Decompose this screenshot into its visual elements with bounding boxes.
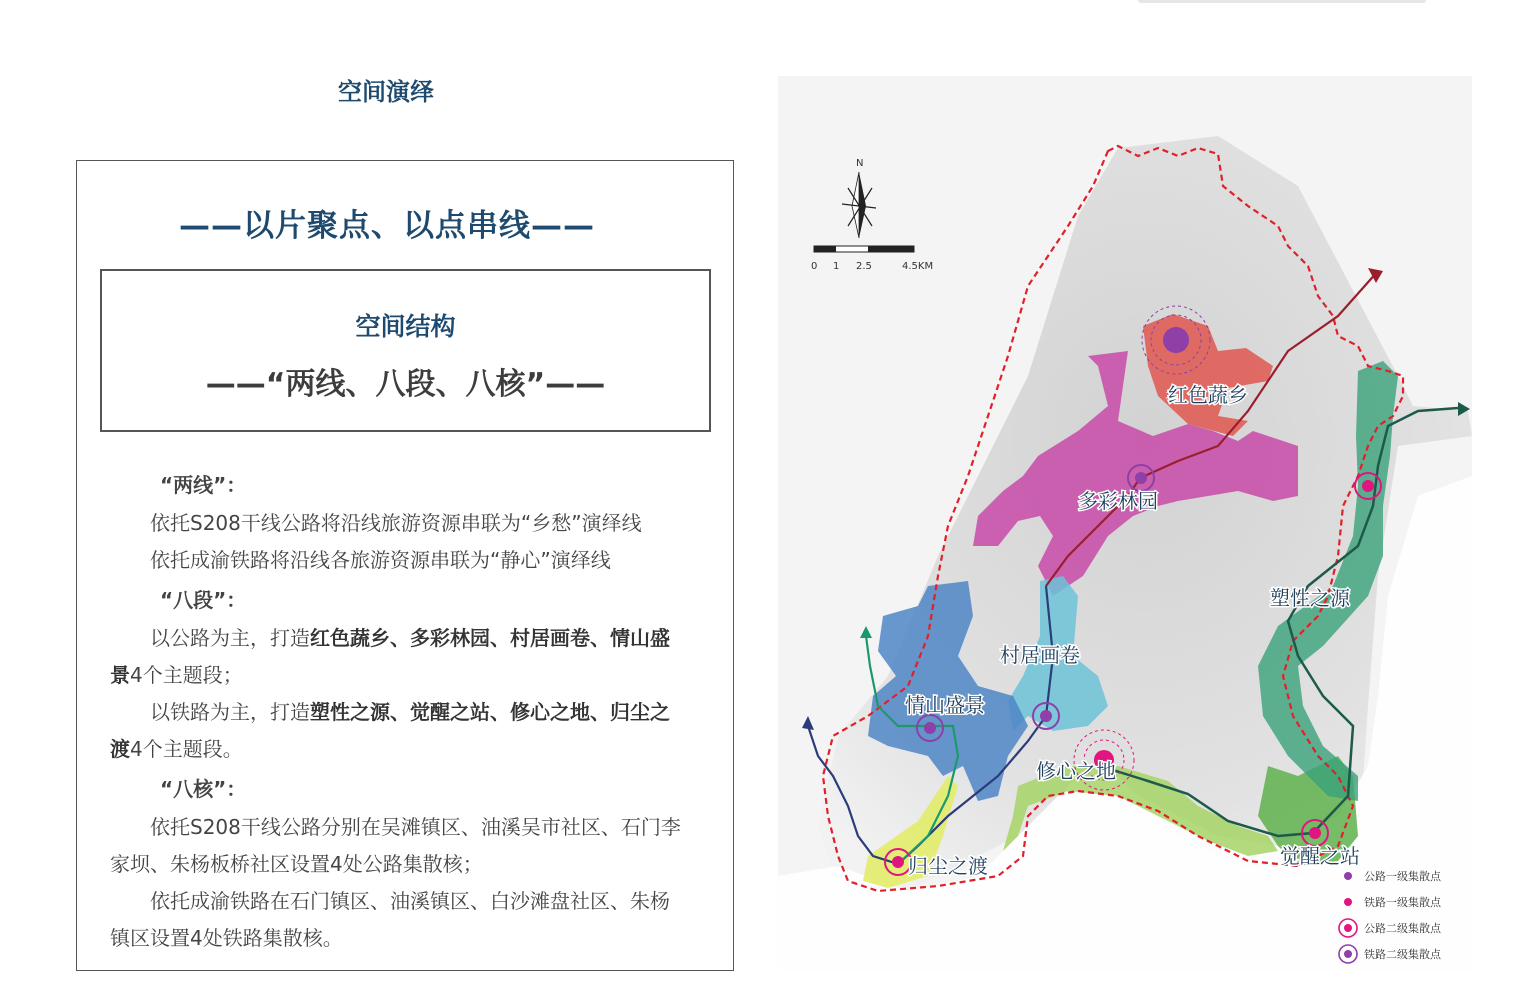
segments-rail-line-2 [110,733,243,762]
map-canvas [778,76,1472,972]
segments-road-post: 4个主题段； [130,663,243,687]
legend-label-rail-secondary: 铁路二级集散点 [1364,948,1441,961]
scale-label-1: 1 [833,261,840,272]
lines-heading: “两线”： [160,473,247,497]
segments-rail-post: 4个主题段。 [130,737,243,761]
segments-heading: “八段”： [160,588,247,612]
zone-label-xiuxin: 修心之地 [1036,759,1116,783]
segments-rail-pre: 以铁路为主，打造 [150,700,310,724]
north-label: N [856,158,864,169]
legend-swatch-rail-primary [1344,898,1352,906]
structure-box [100,269,711,432]
cores-rail-line-2: 镇区设置4处铁路集散核。 [110,926,343,950]
segments-rail-names: 塑性之源、觉醒之站、修心之地、归尘之 [310,700,670,724]
structure-title: 空间结构 [355,312,456,341]
lines-text-1: 依托S208干线公路将沿线旅游资源串联为“乡愁”演绎线 [150,511,642,535]
spatial-structure-map [778,76,1472,972]
segments-rail-line-1 [150,696,670,725]
segments-rail-names-end: 渡 [110,737,130,761]
top-decor-bar [1138,0,1426,3]
section-title: 空间演绎 [338,78,434,106]
scale-label-0: 0 [811,261,818,272]
zone-label-suxing: 塑性之源 [1270,586,1350,610]
zone-label-hongse: 红色蔬乡 [1168,383,1248,407]
segments-road-pre: 以公路为主，打造 [150,626,310,650]
legend-label-road-secondary: 公路二级集散点 [1364,922,1441,935]
scale-label-3: 4.5KM [902,261,934,272]
cores-heading: “八核”： [160,777,247,801]
zone-label-qingshan: 情山盛景 [905,693,985,717]
scale-label-2: 2.5 [856,261,872,272]
headline: ——以片聚点、以点串线—— [179,208,595,244]
zone-label-duocai: 多彩林园 [1078,489,1158,513]
lines-text-2: 依托成渝铁路将沿线各旅游资源串联为“静心”演绎线 [150,548,611,572]
segments-road-line-1 [150,622,670,651]
zone-label-guichen: 归尘之渡 [908,854,988,878]
legend-label-rail-primary: 铁路一级集散点 [1364,896,1441,909]
legend-swatch-road-primary [1344,872,1352,880]
cores-road-line-1: 依托S208干线公路分别在吴滩镇区、油溪吴市社区、石门李 [150,815,681,839]
structure-subtitle: ——“两线、八段、八核”—— [205,367,606,402]
zone-label-juexing: 觉醒之站 [1280,844,1360,868]
cores-road-line-2: 家坝、朱杨板桥社区设置4处公路集散核； [110,852,483,876]
legend-label-road-primary: 公路一级集散点 [1364,870,1441,883]
segments-road-names: 红色蔬乡、多彩林园、村居画卷、情山盛 [310,626,670,650]
segments-road-line-2 [110,659,243,688]
cores-rail-line-1: 依托成渝铁路在石门镇区、油溪镇区、白沙滩盘社区、朱杨 [150,889,670,913]
segments-road-names-end: 景 [110,663,130,687]
zone-label-cunju: 村居画卷 [1000,643,1080,667]
